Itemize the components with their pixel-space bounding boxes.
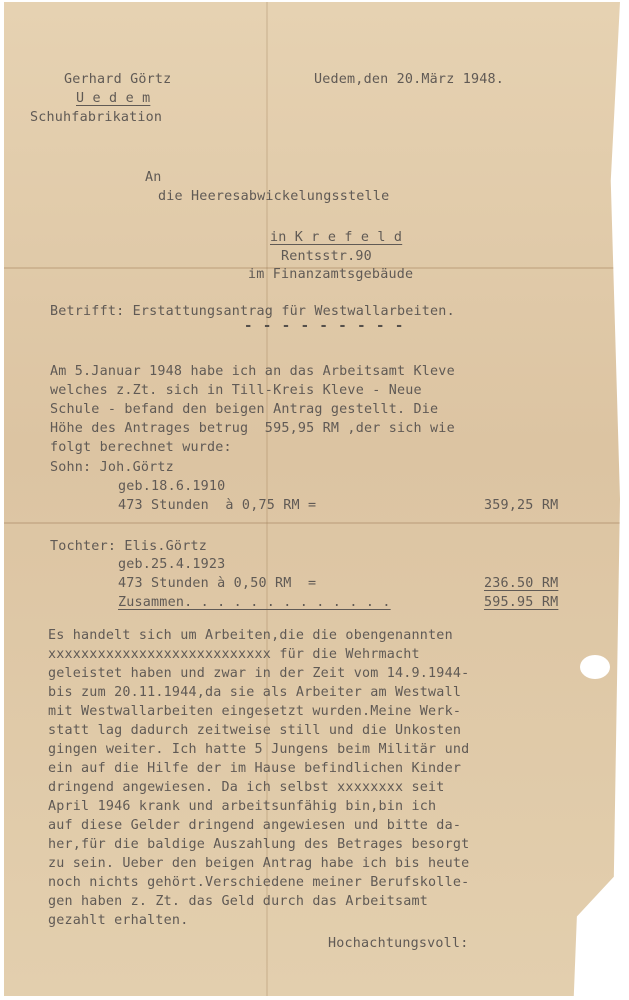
recipient-city: in K r e f e l d bbox=[270, 230, 403, 245]
body-line: geleistet haben und zwar in der Zeit vom 14.9.1944- bbox=[48, 666, 470, 681]
body-line: April 1946 krank und arbeitsunfähig bin,bin ich bbox=[48, 799, 437, 814]
daughter-born: geb.25.4.1923 bbox=[118, 557, 226, 572]
torn-hole bbox=[580, 655, 610, 679]
daughter-label: Tochter: Elis.Görtz bbox=[50, 539, 207, 554]
sender-name: Gerhard Görtz bbox=[64, 72, 172, 87]
body-line: Am 5.Januar 1948 habe ich an das Arbeitsamt Kleve bbox=[50, 364, 455, 379]
daughter-hours: 473 Stunden à 0,50 RM = bbox=[118, 576, 317, 591]
body-line: noch nichts gehört.Verschiedene meiner Berufskolle- bbox=[48, 875, 470, 890]
recipient-building: im Finanzamtsgebäude bbox=[248, 267, 414, 282]
body-line: welches z.Zt. sich in Till-Kreis Kleve - Neue bbox=[50, 383, 422, 398]
sender-business: Schuhfabrikation bbox=[30, 110, 163, 125]
place-date: Uedem,den 20.März 1948. bbox=[314, 72, 505, 87]
body-line: gezahlt erhalten. bbox=[48, 913, 189, 928]
subject-line: Betrifft: Erstattungsantrag für Westwallarbeiten. bbox=[50, 304, 455, 319]
body-line: gingen weiter. Ich hatte 5 Jungens beim Militär und bbox=[48, 742, 470, 757]
son-label: Sohn: Joh.Görtz bbox=[50, 460, 174, 475]
total-label: Zusammen. . . . . . . . . . . . . bbox=[118, 595, 391, 610]
body-line: Höhe des Antrages betrug 595,95 RM ,der sich wie bbox=[50, 421, 455, 436]
body-line: Schule - befand den beigen Antrag gestellt. Die bbox=[50, 402, 439, 417]
body-line: statt lag dadurch zeitweise still und die Unkosten bbox=[48, 723, 462, 738]
body-line: her,für die baldige Auszahlung des Betrages besorgt bbox=[48, 837, 470, 852]
body-line: auf diese Gelder dringend angewiesen und bitte da- bbox=[48, 818, 462, 833]
body-line: Es handelt sich um Arbeiten,die die obengenannten bbox=[48, 628, 453, 643]
daughter-amount: 236.50 RM bbox=[484, 576, 559, 591]
body-line: mit Westwallarbeiten eingesetzt wurden.Meine Werk- bbox=[48, 704, 462, 719]
recipient-line1: An bbox=[145, 170, 162, 185]
recipient-line2: die Heeresabwickelungsstelle bbox=[158, 189, 390, 204]
body-line: zu sein. Ueber den beigen Antrag habe ich bis heute bbox=[48, 856, 470, 871]
son-born: geb.18.6.1910 bbox=[118, 479, 226, 494]
son-amount: 359,25 RM bbox=[484, 498, 559, 513]
body-line: bis zum 20.11.1944,da sie als Arbeiter am Westwall bbox=[48, 685, 462, 700]
total-amount: 595.95 RM bbox=[484, 595, 559, 610]
body-line: folgt berechnet wurde: bbox=[50, 440, 232, 455]
subject-underline: - - - - - - - - - bbox=[244, 318, 405, 334]
body-line: gen haben z. Zt. das Geld durch das Arbeitsamt bbox=[48, 894, 429, 909]
sender-town: U e d e m bbox=[76, 91, 151, 106]
son-hours: 473 Stunden à 0,75 RM = bbox=[118, 498, 317, 513]
recipient-street: Rentsstr.90 bbox=[281, 249, 372, 264]
body-line: ein auf die Hilfe der im Hause befindlichen Kinder bbox=[48, 761, 462, 776]
closing: Hochachtungsvoll: bbox=[328, 936, 469, 951]
fold-crease bbox=[4, 522, 620, 524]
body-line: xxxxxxxxxxxxxxxxxxxxxxxxxxx für die Wehrmacht bbox=[48, 647, 420, 662]
body-line: dringend angewiesen. Da ich selbst xxxxxxxx seit bbox=[48, 780, 445, 795]
